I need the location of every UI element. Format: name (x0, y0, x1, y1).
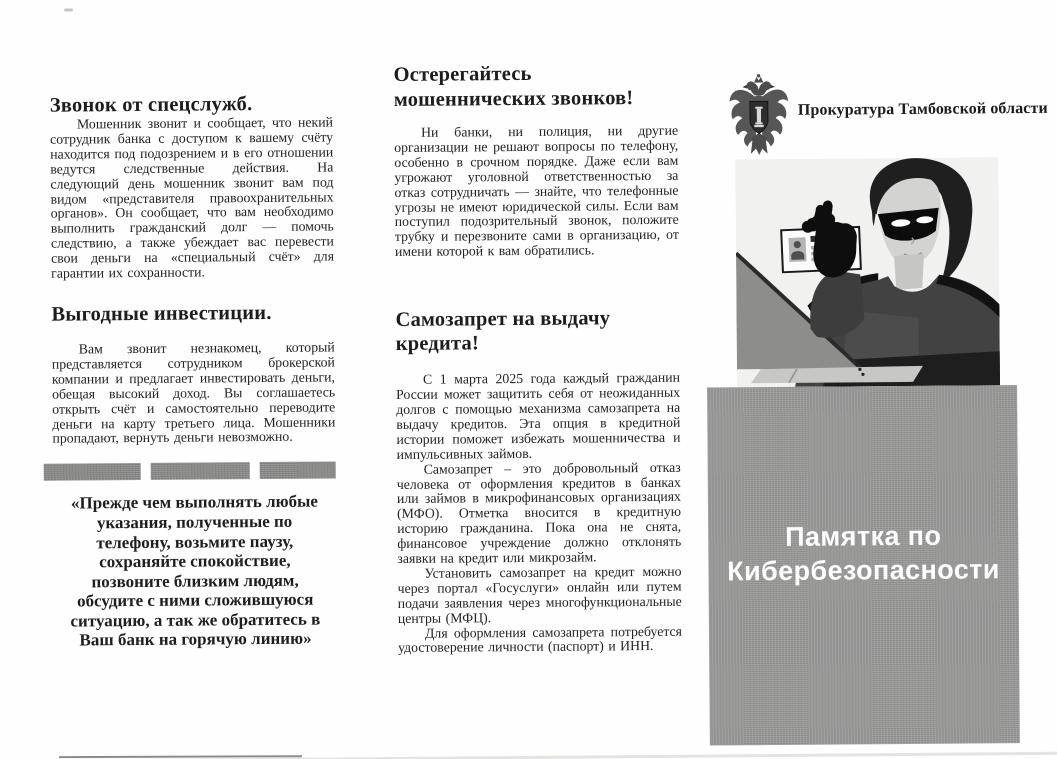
samozapret-paragraph-2: Самозапрет – это добровольный отказ человека от оформления кредитов в банках или займов в микрофинансовых организациях (МФО). Отметка вносится в кредитную историю гражданина. Пока она не снята, финансовое учреждение должно отклонять заявки на кредит или микрозайм. (396, 459, 682, 566)
left-column (50, 91, 337, 650)
cover-title (727, 518, 1000, 588)
advice-quote: «Прежде чем выполнять любые указания, полученные по телефону, возьмите паузу, сохраняйте спокойствие, позвоните близким людям, обсудите с ними сложившуюся ситуацию, а так же обратитесь в Ваш банк на горячую линию» (70, 491, 321, 650)
section-heading-specsluzhby: Звонок от спецслужб. (49, 93, 253, 117)
middle-column (394, 61, 683, 657)
section-heading-investicii: Выгодные инвестиции. (51, 301, 272, 326)
org-header (726, 68, 1048, 160)
section-body-ostorozhno-zvonki: Ни банки, ни полиция, ни другие организации не решают вопросы по телефону, особенно в срочном порядке. Даже если вам угрожают уголовной ответственностью за отказ сотрудничать — знайте, что телефонные угрозы не имеют юридической силы. Если вам поступил подозрительный звонок, положите трубку и перезвоните сами в организацию, от имени которой к вам обратились. (394, 122, 679, 260)
samozapret-paragraph-4: Для оформления самозапрета потребуется удостоверение личности (паспорт) и ИНН. (398, 623, 683, 656)
gray-divider-bars (44, 462, 336, 481)
divider-bar (260, 462, 336, 480)
scan-speck (64, 8, 73, 11)
samozapret-paragraph-3: Установить самозапрет на кредит можно через портал «Госуслуги» онлайн или путем подачи заявления через многофункциональные центры (МФЦ). (397, 563, 682, 626)
section-heading-samozapret: Самозапрет на выдачу кредита! (395, 307, 611, 356)
samozapret-paragraph-1: С 1 марта 2025 года каждый гражданин России может защитить себя от неожиданных долгов с помощью механизма самозапрета на выдачу кредитов. Эта опция в кредитной истории поможет избежать мошенничества и импульсивных займов. (396, 369, 681, 462)
masked-scammer-illustration (735, 157, 1000, 387)
divider-bar (44, 463, 141, 481)
org-name: Прокуратура Тамбовской области (797, 99, 1048, 119)
section-body-specsluzhby: Мошенник звонит и сообщает, что некий сотрудник банка с доступом к вашему счёту находится под подозрением и в его отношении ведутся следственные действия. На следующий день мошенник звонит вам под видом «представителя правоохранительных органов». Он сообщает, что вам необходимо выполнить гражданский долг — помочь следствию, а также убеждает вас перевести свои деньги на «специальный счёт» для гарантии их сохранности. (50, 114, 335, 281)
cover-title-line-1: Памятка по (785, 520, 942, 552)
cover-title-line-2: Кибербезопасности (727, 554, 1000, 587)
section-heading-ostorozhno-zvonki: Остерегайтесь мошеннических звонков! (393, 62, 634, 111)
section-body-investicii: Вам звонит незнакомец, который представляется сотрудником брокерской компании и предлагает инвестировать деньги, обещая высокий доход. Вы соглашаетесь открыть счёт и самостоятельно переводите деньги на карту третьего лица. Мошенники пропадают, вернуть деньги невозможно. (51, 339, 336, 447)
double-headed-eagle-emblem-icon (726, 72, 793, 161)
cover-panel (707, 385, 1020, 745)
divider-bar (151, 462, 250, 480)
